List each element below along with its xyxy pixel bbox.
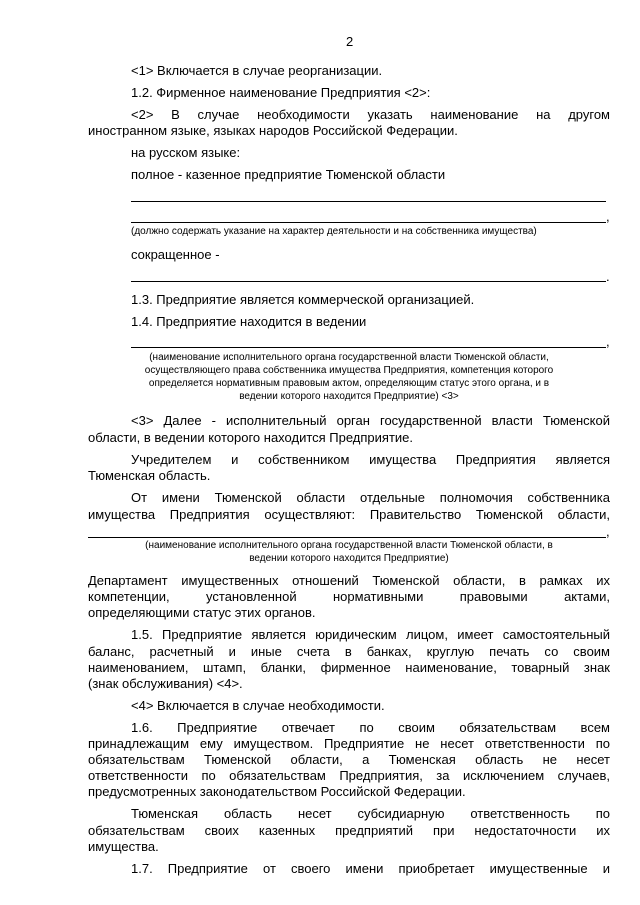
agency-comma: , xyxy=(606,334,610,349)
gov-line xyxy=(88,537,606,538)
section-1-5-line-1: 1.5. Предприятие является юридическим лицом, имеет самостоятельный xyxy=(131,627,610,642)
russian-language-label: на русском языке: xyxy=(131,145,241,160)
section-1-7-line-1: 1.7. Предприятие от своего имени приобретает имущественные и xyxy=(131,861,610,876)
full-name-label: полное - казенное предприятие Тюменской области xyxy=(131,167,446,182)
full-name-comma: , xyxy=(606,209,610,224)
caption-full-name: (должно содержать указание на характер деятельности и на собственника имущества) xyxy=(131,226,537,237)
section-1-5-line-4: (знак обслуживания) <4>. xyxy=(88,676,243,691)
caption-gov-line-1: (наименование исполнительного органа государственной власти Тюменской области, в xyxy=(145,540,553,551)
short-name-line xyxy=(131,281,606,282)
caption-agency-line-2: осуществляющего права собственника имущества Предприятия, компетенция которого xyxy=(144,365,554,376)
section-1-6-line-1: 1.6. Предприятие отвечает по своим обязательствам всем xyxy=(131,720,610,735)
powers-line-1: От имени Тюменской области отдельные полномочия собственника xyxy=(131,490,610,505)
footnote-3-line-2: области, в ведении которого находится Предприятие. xyxy=(88,430,414,445)
caption-agency-line-4: ведении которого находится Предприятие) <3> xyxy=(239,391,459,402)
short-name-period: . xyxy=(606,269,610,284)
section-1-5-line-2: баланс, расчетный и иные счета в банках, круглую печать со своим xyxy=(88,644,610,659)
section-1-6-line-3: обязательствам Тюменской области, а Тюменская область не несет xyxy=(88,752,610,767)
footnote-1: <1> Включается в случае реорганизации. xyxy=(131,63,383,78)
full-name-line-1 xyxy=(131,201,606,202)
section-1-3: 1.3. Предприятие является коммерческой организацией. xyxy=(131,292,475,307)
section-1-5-line-3: наименованием, штамп, бланки, фирменное наименование, товарный знак xyxy=(88,660,610,675)
powers-line-2: имущества Предприятия осуществляют: Правительство Тюменской области, xyxy=(88,507,610,522)
full-name-line-2 xyxy=(131,222,606,223)
footnote-2-line-2: иностранном языке, языках народов Российской Федерации. xyxy=(88,123,458,138)
dept-line-3: определяющими статус этих органов. xyxy=(88,605,316,620)
short-name-label: сокращенное - xyxy=(131,247,220,262)
section-1-6-line-5: предусмотренных законодательством Российской Федерации. xyxy=(88,784,466,799)
section-1-4: 1.4. Предприятие находится в ведении xyxy=(131,314,367,329)
gov-comma: , xyxy=(606,524,610,539)
section-1-6-line-4: ответственности по обязательствам Предприятия, за исключением случаев, xyxy=(88,768,610,783)
subsidiary-line-2: обязательствам своих казенных предприятий при недостаточности их xyxy=(88,823,610,838)
dept-line-1: Департамент имущественных отношений Тюменской области, в рамках их xyxy=(88,573,610,588)
footnote-4: <4> Включается в случае необходимости. xyxy=(131,698,385,713)
caption-agency-line-3: определяется нормативным правовым актом, определяющим статус этого органа, и в xyxy=(148,378,550,389)
section-1-2: 1.2. Фирменное наименование Предприятия <2>: xyxy=(131,85,431,100)
caption-gov-line-2: ведении которого находится Предприятие) xyxy=(249,553,449,564)
dept-line-2: компетенции, установленной нормативными правовыми актами, xyxy=(88,589,610,604)
page-number: 2 xyxy=(346,34,354,49)
subsidiary-line-3: имущества. xyxy=(88,839,159,854)
caption-agency-line-1: (наименование исполнительного органа государственной власти Тюменской области, xyxy=(149,352,549,363)
founder-line-1: Учредителем и собственником имущества Предприятия является xyxy=(131,452,610,467)
footnote-2-line-1: <2> В случае необходимости указать наименование на другом xyxy=(131,107,610,122)
founder-line-2: Тюменская область. xyxy=(88,468,211,483)
subsidiary-line-1: Тюменская область несет субсидиарную ответственность по xyxy=(131,806,610,821)
footnote-3-line-1: <3> Далее - исполнительный орган государственной власти Тюменской xyxy=(131,413,610,428)
agency-line xyxy=(131,347,606,348)
section-1-6-line-2: принадлежащим ему имуществом. Предприятие не несет ответственности по xyxy=(88,736,610,751)
